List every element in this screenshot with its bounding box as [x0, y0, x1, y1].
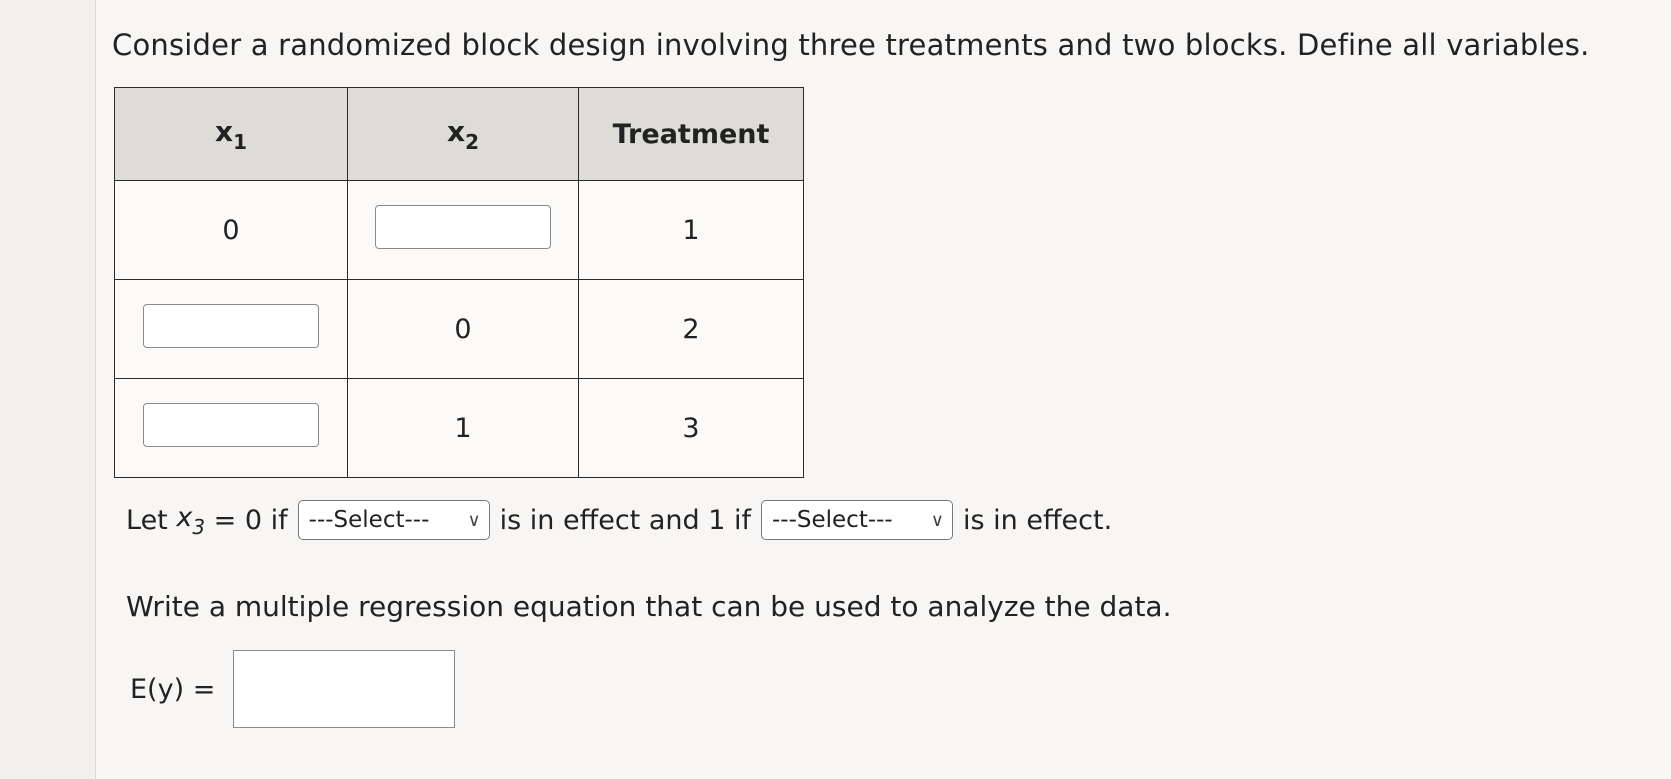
instruction-text: Write a multiple regression equation that can be used to analyze the data.: [126, 590, 1172, 623]
select-value: ---Select---: [308, 507, 430, 533]
table-row: [115, 280, 804, 379]
chevron-down-icon: ∨: [930, 509, 944, 531]
cell-treatment-row1: 1: [579, 181, 804, 280]
cell-x2-row3: 1: [348, 379, 579, 478]
equation-line: [130, 650, 455, 728]
cell-treatment-row3: 3: [579, 379, 804, 478]
select-value: ---Select---: [771, 507, 893, 533]
cell-x2-row1: [348, 181, 579, 280]
cell-x2-row2: 0: [348, 280, 579, 379]
cell-x1-row1: 0: [115, 181, 348, 280]
header-x2: $x_2$: [348, 88, 579, 181]
cell-treatment-row2: 2: [579, 280, 804, 379]
suffix-text: is in effect.: [962, 504, 1113, 536]
middle-text: is in effect and 1 if: [499, 504, 751, 536]
equation-answer-input[interactable]: [233, 650, 455, 728]
cell-x1-row3: [115, 379, 348, 478]
question-text: Consider a randomized block design involving three treatments and two blocks. Define all variables.: [112, 28, 1590, 62]
design-table: [114, 87, 804, 478]
equation-label: E(y) =: [130, 673, 216, 705]
table-row: [115, 379, 804, 478]
equals-zero-if: = 0 if: [205, 504, 288, 536]
x3-variable: $x_3$: [176, 501, 206, 539]
header-x1: $x_1$: [115, 88, 348, 181]
x1-row2-input[interactable]: [143, 304, 319, 348]
header-treatment: Treatment: [579, 88, 804, 181]
block-select-zero[interactable]: [298, 500, 490, 540]
x3-definition-line: [126, 500, 1112, 540]
chevron-down-icon: ∨: [467, 509, 481, 531]
x2-row1-input[interactable]: [375, 205, 551, 249]
let-prefix: Let: [126, 504, 177, 536]
block-select-one[interactable]: [761, 500, 953, 540]
table-header-row: [115, 88, 804, 181]
x1-row3-input[interactable]: [143, 403, 319, 447]
table-row: [115, 181, 804, 280]
cell-x1-row2: [115, 280, 348, 379]
